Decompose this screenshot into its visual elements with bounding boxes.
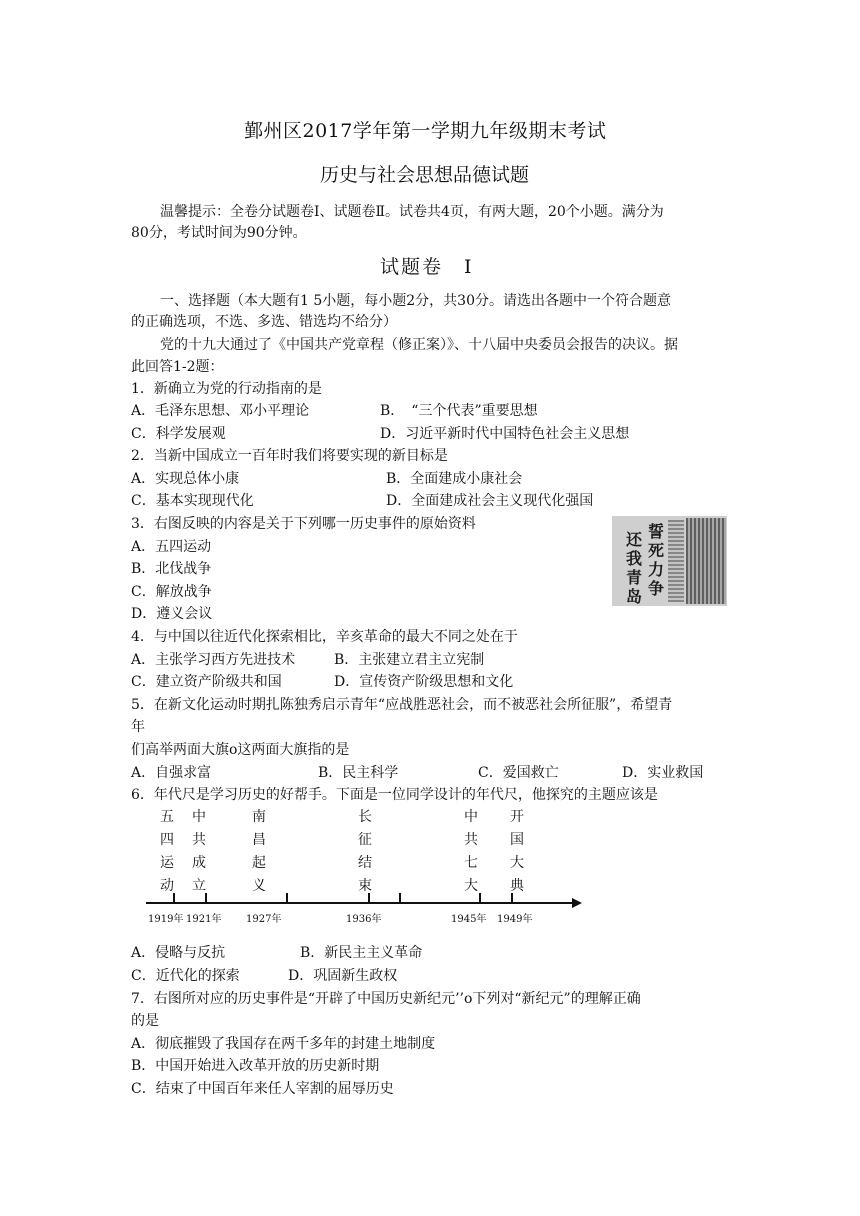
- timeline-event-5: 中共七大: [464, 809, 478, 894]
- q6-stem: 6．年代尺是学习历史的好帮手。下面是一位同学设计的年代尺，他探究的主题应该是: [131, 787, 658, 803]
- q5-option-a: A．自强求富: [131, 765, 212, 781]
- q1-option-c: C．科学发展观: [131, 426, 226, 442]
- timeline-year-1927: 1927年: [246, 914, 282, 925]
- q2-option-b: B．全面建成小康社会: [386, 471, 523, 487]
- section-title: 试题卷 Ⅰ: [380, 256, 474, 278]
- q5-option-d: D．实业救国: [622, 765, 704, 781]
- timeline-event-3: 南昌起义: [252, 809, 266, 894]
- timeline-year-1921: 1921年: [186, 914, 222, 925]
- q7-stem-line-1: 7．右图所对应的历史事件是“开辟了中国历史新纪元’’o下列对“新纪元”的理解正确: [131, 991, 641, 1007]
- q4-option-a: A．主张学习西方先进技术: [131, 652, 296, 668]
- newspaper-image: [612, 516, 727, 606]
- newspaper-texture: [686, 518, 726, 604]
- q7-option-a: A．彻底摧毁了我国存在两千多年的封建土地制度: [131, 1036, 436, 1052]
- q2-stem: 2．当新中国成立一百年时我们将要实现的新目标是: [131, 448, 448, 464]
- notice-line-1: 温馨提示：全卷分试题卷Ⅰ、试题卷Ⅱ。试卷共4页，有两大题，20个小题。满分为: [160, 204, 664, 220]
- q1-stem: 1．新确立为党的行动指南的是: [131, 381, 322, 397]
- part1-line-2: 的正确选项，不选、多选、错选均不给分）: [131, 314, 397, 330]
- q2-option-a: A．实现总体小康: [131, 471, 240, 487]
- newspaper-headline-right: 誓死力争: [648, 522, 665, 598]
- timeline-event-1: 五四运动: [160, 809, 174, 894]
- q1-option-d: D．习近平新时代中国特色社会主义思想: [380, 426, 630, 442]
- timeline-arrow-icon: [572, 898, 582, 908]
- exam-title: 鄞州区2017学年第一学期九年级期末考试: [244, 120, 607, 142]
- timeline-event-4: 长征结束: [358, 809, 372, 894]
- q6-option-a: A．侵略与反抗: [131, 945, 226, 961]
- q1-option-b: B． “三个代表”重要思想: [380, 403, 538, 419]
- q4-option-d: D．宣传资产阶级思想和文化: [334, 674, 514, 690]
- q2-option-c: C．基本实现现代化: [131, 493, 254, 509]
- intro-line-2: 此回答1-2题：: [131, 359, 224, 375]
- newspaper-texture: [668, 520, 684, 602]
- q6-option-c: C．近代化的探索: [131, 968, 240, 984]
- notice-line-2: 80分，考试时间为90分钟。: [131, 225, 307, 241]
- q5-option-c: C．爱国救亡: [478, 765, 559, 781]
- q7-option-b: B．中国开始进入改革开放的历史新时期: [131, 1058, 380, 1074]
- q7-option-c: C．结束了中国百年来任人宰割的屈辱历史: [131, 1081, 394, 1097]
- q4-option-c: C．建立资产阶级共和国: [131, 674, 282, 690]
- q5-stem-line-1: 5．在新文化运动时期扎陈独秀启示青年“应战胜恶社会，而不被恶社会所征服”，希望青: [131, 697, 673, 713]
- q4-option-b: B．主张建立君主立宪制: [334, 652, 485, 668]
- q3-stem: 3．右图反映的内容是关于下列哪一历史事件的原始资料: [131, 516, 476, 532]
- q3-option-b: B．北伐战争: [131, 561, 212, 577]
- q5-stem-line-3: 们高举两面大旗o这两面大旗指的是: [131, 742, 350, 758]
- q4-stem: 4．与中国以往近代化探索相比，辛亥革命的最大不同之处在于: [131, 629, 518, 645]
- q3-option-c: C．解放战争: [131, 584, 212, 600]
- timeline-year-1919: 1919年: [148, 914, 184, 925]
- timeline-year-1936: 1936年: [346, 914, 382, 925]
- intro-line-1: 党的十九大通过了《中国共产党章程（修正案）》、十八届中央委员会报告的决议。据: [160, 337, 678, 353]
- q5-stem-line-2: 年: [131, 719, 145, 735]
- timeline-event-2: 中共成立: [192, 809, 206, 894]
- timeline-year-1945: 1945年: [451, 914, 487, 925]
- q3-option-a: A．五四运动: [131, 539, 212, 555]
- q7-stem-line-2: 的是: [131, 1013, 159, 1029]
- q3-option-d: D．遵义会议: [131, 606, 213, 622]
- timeline-event-6: 开国大典: [510, 809, 524, 894]
- timeline-year-1949: 1949年: [497, 914, 533, 925]
- q6-option-d: D．巩固新生政权: [288, 968, 398, 984]
- newspaper-headline-left: 还我青岛: [626, 530, 643, 606]
- exam-subtitle: 历史与社会思想品德试题: [320, 164, 530, 186]
- q2-option-d: D．全面建成社会主义现代化强国: [386, 493, 594, 509]
- part1-line-1: 一、选择题（本大题有1 5小题，每小题2分，共30分。请选出各题中一个符合题意: [160, 293, 671, 309]
- q5-option-b: B．民主科学: [318, 765, 399, 781]
- q1-option-a: A．毛泽东思想、邓小平理论: [131, 403, 310, 419]
- q6-option-b: B．新民主主义革命: [300, 945, 423, 961]
